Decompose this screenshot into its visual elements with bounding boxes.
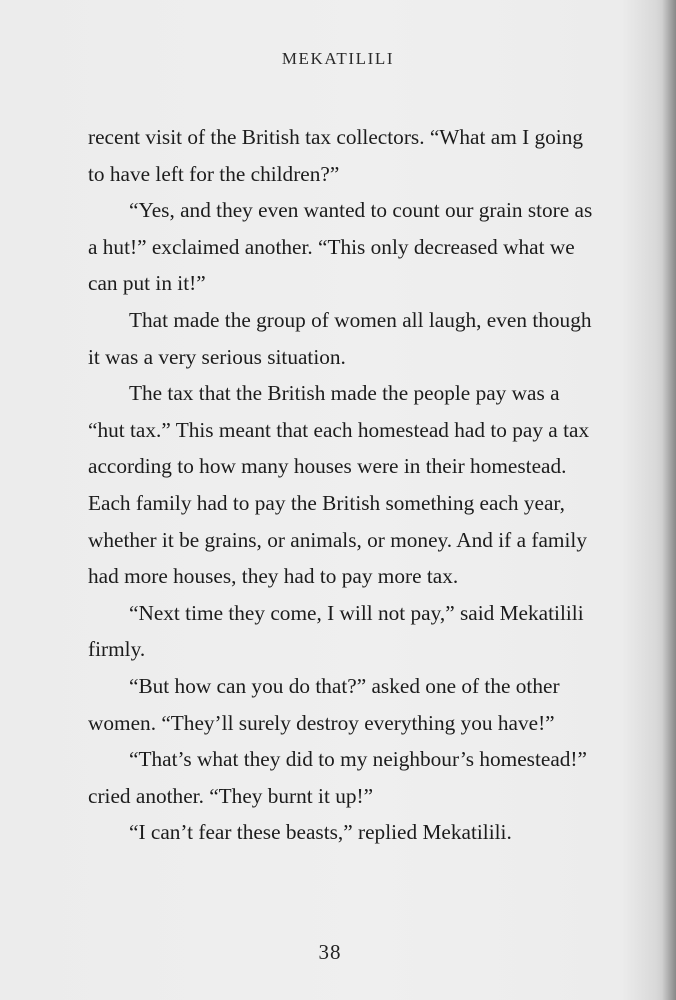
body-text xyxy=(88,119,598,851)
page-edge-shadow xyxy=(662,0,676,1000)
paragraph: recent visit of the British tax collectors. “What am I going to have left for the children?” xyxy=(88,125,584,186)
running-head: MEKATILILI xyxy=(281,49,395,68)
paragraph: “Next time they come, I will not pay,” said Mekatilili firmly. xyxy=(88,600,584,662)
paragraph: “I can’t fear these beasts,” replied Mekatilili. xyxy=(129,820,512,845)
page-number: 38 xyxy=(318,940,342,964)
paragraph: “Yes, and they even wanted to count our grain store as a hut!” exclaimed another. “This only decreased what we can put in it!” xyxy=(88,198,593,296)
paragraph: The tax that the British made the people pay was a “hut tax.” This meant that each homestead had to pay a tax according to how many houses were in their homestead. Each family had to pay the British something each year, whether it be grains, or animals, or money. And if a family had more houses, they had to pay more tax. xyxy=(88,381,590,589)
paragraph: “That’s what they did to my neighbour’s homestead!” cried another. “They burnt it up!” xyxy=(88,747,587,808)
paragraph: “But how can you do that?” asked one of the other women. “They’ll surely destroy everything you have!” xyxy=(88,673,560,735)
paragraph: That made the group of women all laugh, even though it was a very serious situation. xyxy=(88,307,592,369)
